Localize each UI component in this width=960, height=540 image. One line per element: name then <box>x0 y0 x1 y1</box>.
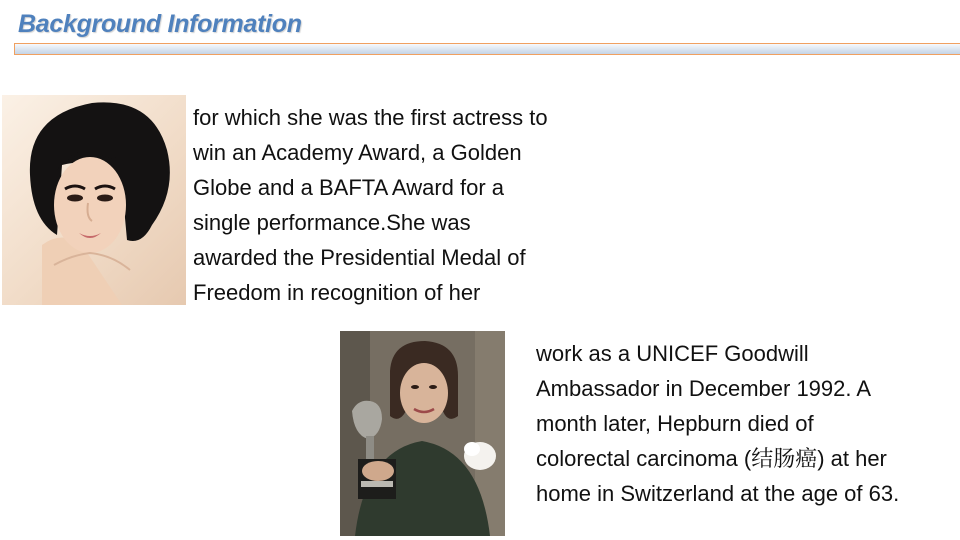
paragraph-2 <box>536 336 960 511</box>
paragraph-2-line: Ambassador in December 1992. A <box>536 376 872 401</box>
paragraph-2-line: home in Switzerland at the age of 63. <box>536 481 900 506</box>
paragraph-1-line: Freedom in recognition of her <box>193 280 481 305</box>
paragraph-1-line: Globe and a BAFTA Award for a <box>193 175 505 200</box>
paragraph-1-line: single performance.She was <box>193 210 471 235</box>
paragraph-2-line: colorectal carcinoma (结肠癌) at her <box>536 446 887 471</box>
portrait-photo <box>2 95 186 305</box>
title-divider <box>14 43 960 55</box>
slide-title: Background Information <box>18 10 302 38</box>
paragraph-1-line: win an Academy Award, a Golden <box>193 140 522 165</box>
paragraph-2-line: work as a UNICEF Goodwill <box>536 341 809 366</box>
paragraph-1-line: awarded the Presidential Medal of <box>193 245 526 270</box>
paragraph-1-line: for which she was the first actress to <box>193 105 548 130</box>
paragraph-2-line: month later, Hepburn died of <box>536 411 814 436</box>
paragraph-1 <box>193 100 613 310</box>
award-photo <box>340 331 505 536</box>
